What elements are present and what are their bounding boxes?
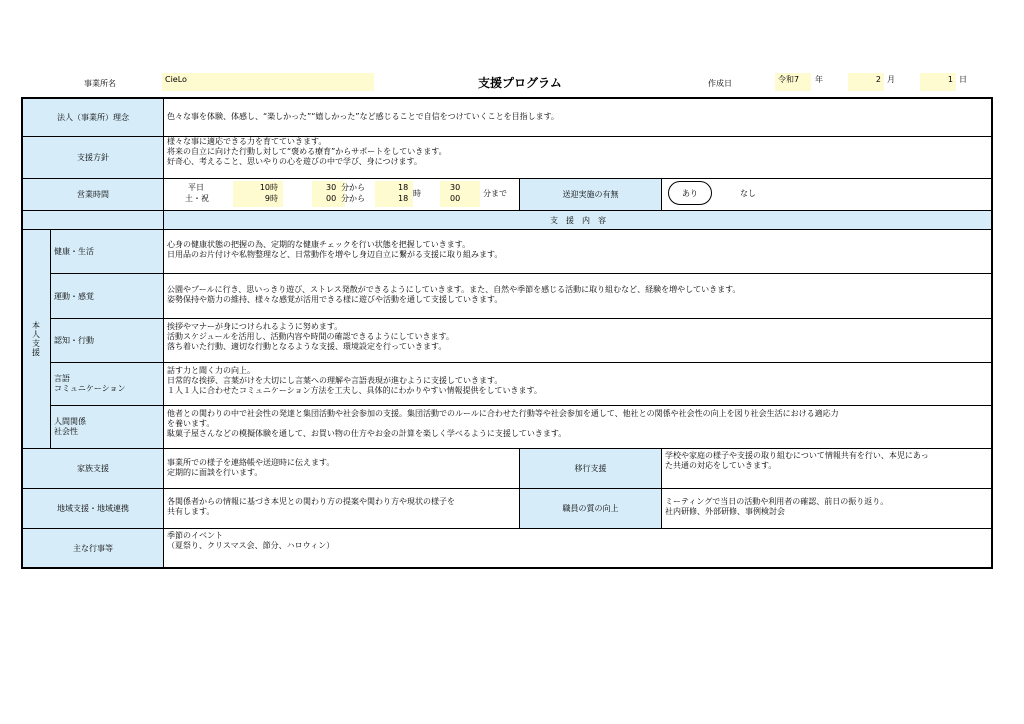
social-line: を養います。 (167, 419, 215, 428)
hour-unit-2: 時 (270, 194, 278, 203)
from-unit-1: 分から (341, 183, 365, 192)
social-label-line: 社会性 (54, 427, 78, 436)
hours-mid-divider-b (661, 178, 662, 210)
from-unit-2: 分から (341, 194, 365, 203)
language-label-line: コミュニケーション (54, 384, 126, 393)
philosophy-text: 色々な事を体験、体感し、“楽しかった”“嬉しかった”など感じることで自信をつけていくことを目指します。 (167, 112, 559, 121)
weekend-start-min: 00 (326, 194, 337, 203)
social-label-line: 人間関係 (54, 417, 86, 426)
family-line: 定期的に面談を行います。 (167, 468, 263, 477)
cognition-label: 認知・行動 (54, 336, 94, 345)
weekend-start-hour: 9 (264, 194, 270, 203)
philosophy-label: 法人（事業所）理念 (57, 112, 129, 122)
transition-line: た共通の対応をしていきます。 (665, 461, 777, 470)
policy-line: 好奇心、考えること、思いやりの心を遊びの中で学び、身につけます。 (167, 157, 422, 166)
weekday-start-hour: 10 (259, 183, 270, 192)
social-line: 他者との関わりの中で社会性の発達と集団活動や社会参加の支援。集団活動でのルールに合わせた行動等や社会参加を通して、他社との関係や社会性の向上を図り社会生活における適応力 (167, 409, 839, 418)
year-suffix: 年 (815, 75, 823, 84)
events-line: 季節のイベント (167, 531, 223, 540)
until-unit: 分まで (483, 189, 507, 198)
transition-text (662, 449, 990, 479)
weekend-end-hour: 18 (398, 194, 409, 203)
health-line: 日用品のお片付けや私物整理など、日常動作を増やし身辺自立に繋がる支援に取り組みます。 (167, 250, 503, 259)
health-line: 心身の健康状態の把握の為、定期的な健康チェックを行い状態を把握していきます。 (167, 240, 471, 249)
cognition-line: 落ち着いた行動、適切な行動となるような支援、環境設定を行っていきます。 (167, 342, 447, 351)
policy-line: 様々な事に適応できる力を育てていきます。 (167, 137, 327, 146)
cognition-text (164, 320, 984, 360)
transition-line: 学校や家庭の様子や支援の取り組むについて情報共有を行い、本児にあっ (665, 451, 929, 460)
month-suffix: 月 (887, 75, 895, 84)
cognition-line: 挨拶やマナーが身につけられるように努めます。 (167, 322, 343, 331)
family-label: 家族支援 (77, 464, 109, 473)
cognition-line: 活動スケジュールを活用し、活動内容や時間の確認できるようにしていきます。 (167, 332, 454, 341)
office-name-field[interactable]: CieLo (162, 73, 374, 91)
community-line: 共有します。 (167, 507, 215, 516)
hour-unit-1: 時 (270, 183, 278, 192)
border-bottom (21, 567, 993, 569)
personal-support-label-text: 本人支援 (31, 321, 41, 357)
family-line: 事業所での様子を連絡帳や送迎時に伝えます。 (167, 458, 335, 467)
staff-text (662, 495, 990, 523)
row-divider-10 (21, 488, 993, 489)
family-text (164, 456, 518, 484)
social-text (164, 407, 990, 447)
motor-line: 姿勢保持や筋力の維持、様々な感覚が活用できる様に遊びや活動を通して支援していきます。 (167, 295, 503, 304)
weekday-label: 平日 (188, 183, 204, 192)
row-divider-5 (50, 273, 993, 274)
social-line: 駄菓子屋さんなどの模擬体験を通して、お買い物の仕方やお金の計算を楽しく学べるように支援していきます。 (167, 429, 567, 438)
transport-label: 送迎実施の有無 (562, 190, 619, 199)
weekend-end-min: 00 (450, 194, 461, 203)
weekday-end-hour: 18 (398, 183, 409, 192)
language-line: 話す力と聞く力の向上。 (167, 366, 255, 375)
social-label (54, 406, 162, 448)
day-suffix: 日 (959, 75, 967, 84)
transport-yes-option[interactable]: あり (668, 181, 712, 205)
motor-label: 運動・感覚 (54, 291, 94, 301)
row-divider-7 (50, 362, 993, 363)
era-field[interactable]: 令和7 (775, 73, 811, 91)
personal-support-label (22, 230, 50, 448)
community-label: 地域支援・地域連携 (57, 504, 129, 513)
created-date-label: 作成日 (708, 78, 732, 88)
staff-line: ミーティングで当日の活動や利用者の確認、前日の振り返り。 (665, 497, 889, 506)
personal-col-divider (50, 229, 51, 448)
end-hour-unit: 時 (413, 189, 421, 198)
row-divider-8 (50, 405, 993, 406)
transport-no-option[interactable]: なし (740, 189, 756, 198)
weekday-start-min: 30 (326, 183, 337, 192)
events-text (164, 529, 984, 557)
weekday-end-min: 30 (450, 183, 461, 192)
policy-text (164, 135, 984, 177)
month-field[interactable]: 2 (848, 73, 884, 91)
row-divider-6 (50, 318, 993, 319)
events-label: 主な行事等 (73, 544, 113, 553)
policy-line: 将来の自立に向けた行動し対して“褒める療育”からサポートをしていきます。 (167, 147, 447, 156)
day-field[interactable]: 1 (920, 73, 956, 91)
support-content-header: 支 援 内 容 (550, 215, 606, 225)
row-divider-2 (21, 178, 993, 179)
language-line: 日常的な挨拶、言葉がけを大切にし言葉への理解や言語表現が進むように支援していきます。 (167, 376, 503, 385)
office-label: 事業所名 (84, 78, 116, 88)
language-text (164, 364, 984, 404)
transition-label: 移行支援 (574, 464, 607, 473)
border-right (991, 97, 993, 569)
health-label: 健康・生活 (54, 247, 94, 256)
language-line: １人１人に合わせたコミュニケーション方法を工夫し、具体的にわかりやすい情報提供をしていきます。 (167, 386, 542, 395)
health-text (164, 238, 984, 270)
motor-line: 公園やプールに行き、思いっきり遊び、ストレス発散ができるようにしていきます。また、自然や季節を感じる活動に取り組むなど、経験を増やしていきます。 (167, 285, 741, 294)
weekend-label: 土・祝 (185, 194, 209, 203)
staff-line: 社内研修、外部研修、事例検討会 (665, 507, 785, 516)
language-label-line: 言語 (54, 374, 70, 383)
language-label (54, 363, 162, 405)
events-line: （夏祭り、クリスマス会、節分、ハロウィン） (167, 541, 335, 550)
community-text (164, 495, 518, 523)
staff-label: 職員の質の向上 (562, 504, 619, 513)
community-line: 各関係者からの情報に基づき本児との関わり方の提案や関わり方や現状の様子を (167, 497, 455, 506)
hours-label: 営業時間 (77, 190, 109, 199)
motor-text (164, 283, 984, 315)
row-divider-4 (21, 229, 993, 230)
page-title: 支援プログラム (478, 75, 562, 90)
border-top (21, 97, 993, 99)
policy-label: 支援方針 (77, 153, 109, 162)
